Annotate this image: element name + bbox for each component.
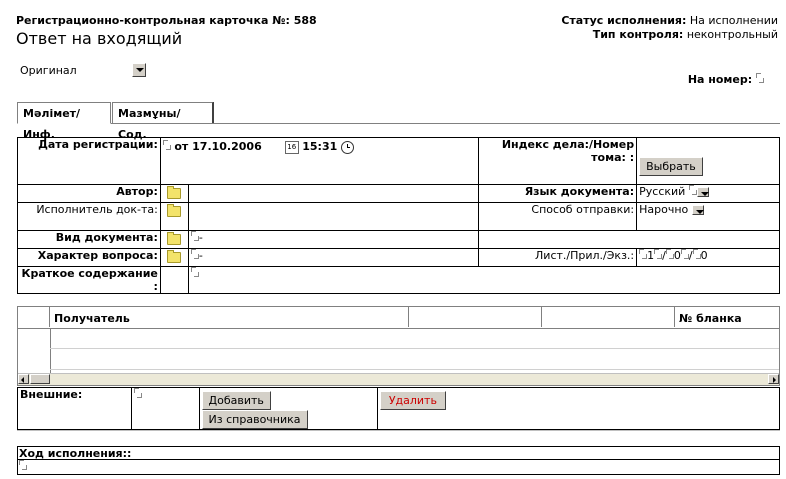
field-marker	[666, 249, 674, 259]
chevron-down-icon[interactable]	[132, 63, 146, 77]
horizontal-scrollbar[interactable]	[18, 373, 779, 385]
field-marker	[191, 249, 199, 259]
field-marker	[191, 267, 199, 277]
registration-form	[17, 137, 780, 294]
doc-type-label: Вид документа:	[18, 231, 161, 249]
doc-type-value: -	[198, 231, 203, 244]
language-label: Язык документа:	[479, 185, 637, 203]
control-label: Тип контроля:	[592, 28, 684, 41]
column-header-form-number[interactable]: № бланка	[679, 312, 742, 325]
scroll-left-icon[interactable]	[18, 374, 29, 384]
empty-cell	[160, 267, 188, 294]
status-label: Статус исполнения:	[561, 14, 687, 27]
executor-field[interactable]	[188, 203, 478, 231]
field-marker	[689, 185, 697, 195]
send-method-cell	[637, 203, 780, 231]
progress-label: Ход исполнения::	[17, 446, 780, 460]
external-field[interactable]	[132, 388, 199, 430]
sheets-label: Лист./Прил./Экз.:	[479, 249, 637, 267]
folder-icon[interactable]	[167, 206, 181, 217]
status-value: На исполнении	[689, 14, 778, 27]
tab-info[interactable]: Мәлімет/Инф.	[17, 102, 111, 124]
author-field[interactable]	[188, 185, 478, 203]
sheets-value[interactable]: 1	[647, 249, 655, 262]
progress-section	[17, 446, 780, 476]
reg-time-value[interactable]: 15:31	[302, 140, 338, 153]
tab-divider	[111, 123, 780, 124]
question-label: Характер вопроса:	[18, 249, 161, 267]
field-marker	[19, 460, 27, 470]
scroll-right-icon[interactable]	[768, 374, 779, 384]
original-select[interactable]	[18, 63, 146, 78]
external-recipients	[17, 387, 780, 430]
card-title: Регистрационно-контрольная карточка №: 588	[16, 14, 317, 27]
column-header-recipient[interactable]: Получатель	[50, 307, 409, 327]
field-marker	[693, 249, 701, 259]
summary-field[interactable]	[188, 267, 779, 294]
row-selector-header	[18, 307, 50, 327]
language-cell	[637, 185, 780, 203]
reply-to-number-field[interactable]	[756, 73, 764, 83]
reg-date-cell	[160, 138, 478, 185]
external-buttons	[199, 388, 377, 430]
author-label: Автор:	[18, 185, 161, 203]
recipients-grid[interactable]	[17, 306, 780, 386]
panel-bottom-border	[17, 430, 780, 431]
language-value: Русский	[639, 185, 686, 198]
table-row[interactable]	[50, 369, 779, 370]
send-method-label: Способ отправки:	[479, 203, 637, 231]
empty-cell	[479, 231, 780, 249]
recipients-grid-header	[18, 307, 779, 329]
folder-icon[interactable]	[167, 234, 181, 245]
send-method-select[interactable]	[639, 203, 704, 216]
document-type-heading: Ответ на входящий	[16, 29, 183, 48]
reg-date-value[interactable]: от 17.10.2006	[174, 140, 262, 153]
field-marker	[639, 249, 647, 259]
chevron-down-icon[interactable]	[692, 205, 704, 215]
field-marker	[134, 388, 142, 398]
column-header-2[interactable]	[409, 307, 542, 327]
progress-field[interactable]	[17, 459, 780, 475]
column-header-3[interactable]	[542, 307, 675, 327]
from-directory-button[interactable]: Из справочника	[202, 410, 308, 429]
field-marker	[654, 249, 662, 259]
question-value: -	[198, 249, 203, 262]
add-button[interactable]: Добавить	[202, 391, 271, 410]
scroll-thumb[interactable]	[30, 374, 50, 384]
reply-to-number	[688, 73, 764, 86]
reg-date-label: Дата регистрации:	[18, 138, 161, 185]
control-value: неконтрольный	[686, 28, 778, 41]
summary-label: Краткое содержание :	[18, 267, 161, 294]
question-cell[interactable]	[188, 249, 478, 267]
folder-icon[interactable]	[167, 252, 181, 263]
calendar-icon[interactable]: 16	[285, 141, 299, 154]
language-select[interactable]	[639, 185, 709, 198]
index-cell	[637, 138, 780, 185]
index-label: Индекс дела:/Номер тома: :	[479, 138, 637, 185]
field-marker	[681, 249, 689, 259]
status-block	[561, 14, 778, 42]
choose-button[interactable]: Выбрать	[639, 157, 703, 176]
attachments-value[interactable]: 0	[673, 249, 681, 262]
delete-cell	[377, 388, 779, 430]
reg-date-field[interactable]	[163, 140, 171, 150]
table-row[interactable]	[50, 348, 779, 349]
external-label: Внешние:	[18, 388, 132, 430]
field-marker	[191, 231, 199, 241]
send-method-value: Нарочно	[639, 203, 689, 216]
tab-content[interactable]: Мазмұны/Сод.	[112, 102, 213, 123]
folder-icon[interactable]	[167, 188, 181, 199]
executor-label: Исполнитель док-та:	[18, 203, 161, 231]
doc-type-cell[interactable]	[188, 231, 478, 249]
original-select-value: Оригинал	[20, 64, 77, 77]
clock-icon[interactable]	[341, 141, 354, 154]
reply-to-number-label: На номер:	[687, 73, 753, 86]
row-selector-column	[18, 328, 51, 374]
delete-button[interactable]: Удалить	[380, 391, 446, 410]
chevron-down-icon[interactable]	[697, 187, 709, 197]
copies-value[interactable]: 0	[700, 249, 708, 262]
sheets-cell: 1 / 0 / 0	[637, 249, 780, 267]
